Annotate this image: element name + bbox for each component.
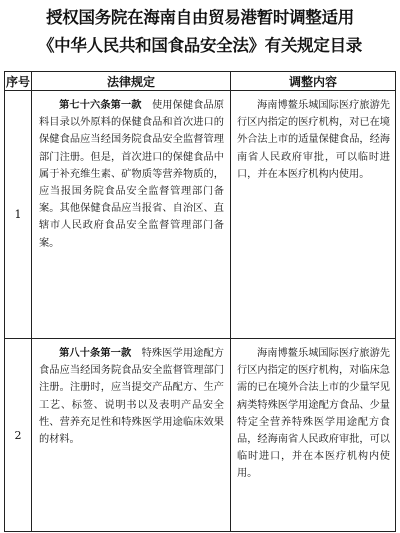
header-number: 序号 — [5, 72, 32, 91]
header-adjustment: 调整内容 — [231, 72, 396, 91]
adjustment-text: 海南博鳌乐城国际医疗旅游先行区内指定的医疗机构，对已在境外合法上市的适量保健食品，经海南省人民政府审批，可以临时进口，并在本医疗机构内使用。 — [237, 100, 390, 180]
law-text: 使用保健食品原料目录以外原料的保健食品和首次进口的保健食品应当经国务院食品安全监督管理部门注册。但是，首次进口的保健食品中属于补充维生素、矿物质等营养物质的，应当报国务院食品安全监督管理部门备案。其他保健食品应当报省、自治区、直辖市人民政府食品安全监督管理部门备案。 — [39, 100, 224, 249]
table-header-row — [5, 72, 396, 91]
adjustment-text-block — [231, 339, 395, 487]
adjustment-cell — [231, 339, 396, 532]
adjustment-text: 海南博鳌乐城国际医疗旅游先行区内指定的医疗机构，对临床急需的已在境外合法上市的少量罕见病类特殊医学用途配方食品、少量特定全营养特殊医学用途配方食品，经海南省人民政府审批，可以临时进口，并在本医疗机构内使用。 — [237, 348, 390, 480]
table-row — [5, 339, 396, 532]
header-law: 法律规定 — [32, 72, 231, 91]
regulation-table — [4, 71, 396, 532]
law-text-block — [32, 339, 230, 452]
row-number: 1 — [5, 91, 32, 339]
law-cell — [32, 91, 231, 339]
law-cell — [32, 339, 231, 532]
row-number: 2 — [5, 339, 32, 532]
table-row — [5, 91, 396, 339]
article-label: 第八十条第一款 — [59, 348, 132, 359]
law-text: 特殊医学用途配方食品应当经国务院食品安全监督管理部门注册。注册时，应当提交产品配方、生产工艺、标签、说明书以及表明产品安全性、营养充足性和特殊医学用途临床效果的材料。 — [39, 348, 224, 446]
article-label: 第七十六条第一款 — [59, 100, 142, 111]
adjustment-text-block — [231, 91, 395, 187]
adjustment-cell — [231, 91, 396, 339]
title-line-1: 授权国务院在海南自由贸易港暂时调整适用 — [46, 8, 354, 27]
title-line-2: 《中华人民共和国食品安全法》有关规定目录 — [37, 36, 362, 55]
law-text-block — [32, 91, 230, 256]
document-title — [6, 4, 394, 60]
